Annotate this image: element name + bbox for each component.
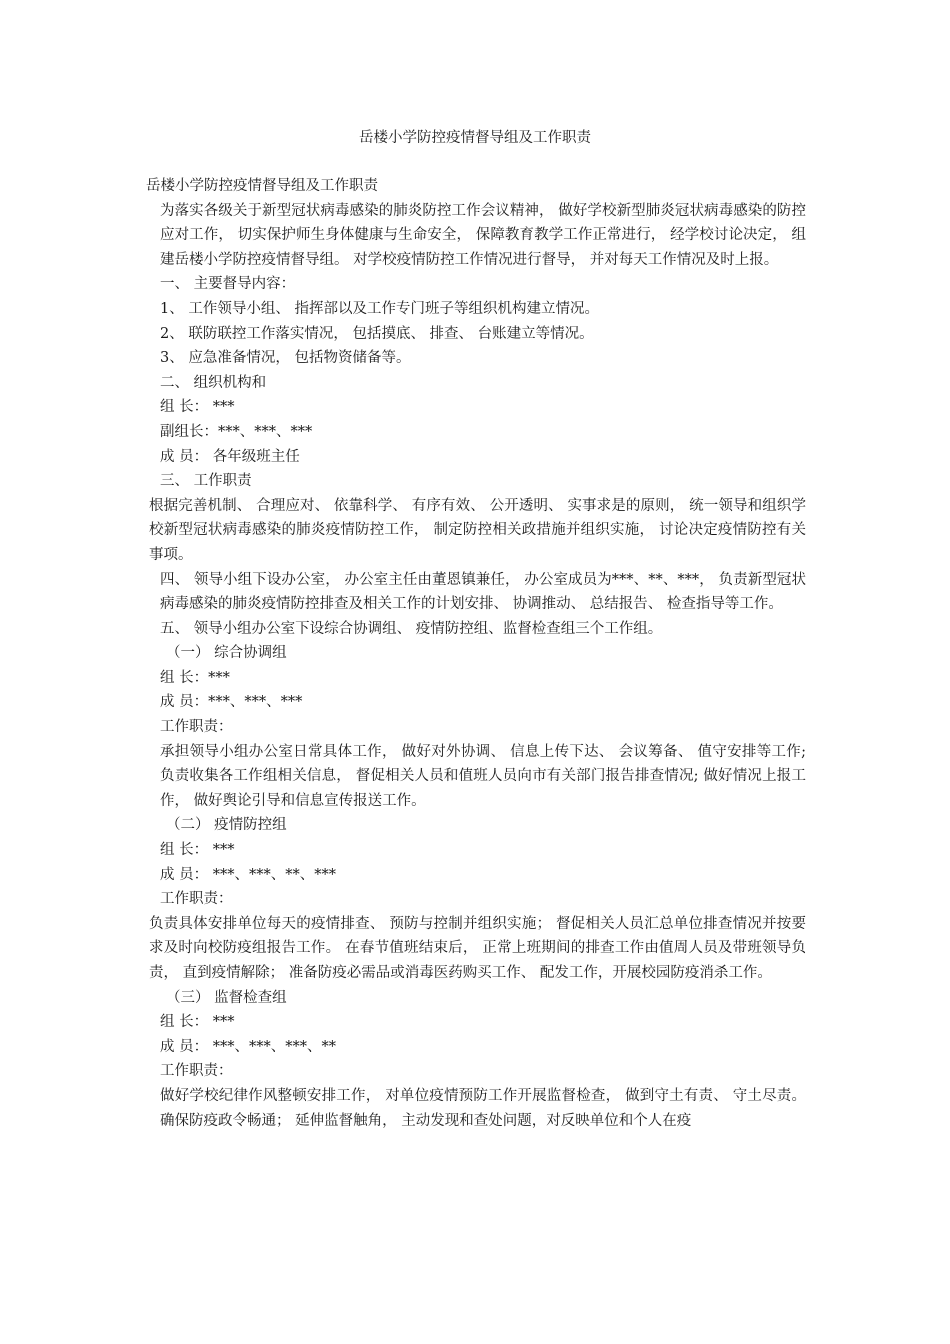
document-paragraph: （三） 监督检查组 (166, 989, 287, 1006)
document-paragraph: 承担领导小组办公室日常具体工作， 做好对外协调、 信息上传下达、 会议筹备、 值守安排等工作;负责收集各工作组相关信息， 督促相关人员和值班人员向市有关部门报告排查情况; 做好情况上报工作， 做好舆论引导和信息宣传报送工作。 (160, 743, 806, 809)
document-paragraph: 组 长：*** (160, 669, 230, 686)
document-paragraph: （一） 综合协调组 (166, 645, 287, 662)
document-paragraph: 3、 应急准备情况， 包括物资储备等。 (160, 350, 411, 367)
document-paragraph: 组 长： *** (160, 1014, 235, 1031)
document-paragraph: 工作职责： (160, 1063, 233, 1080)
document-paragraph: 三、 工作职责 (160, 473, 252, 490)
document-paragraph: 一、 主要督导内容： (160, 276, 296, 293)
document-paragraph: 根据完善机制、 合理应对、 依靠科学、 有序有效、 公开透明、 实事求是的原则， 统一领导和组织学校新型冠状病毒感染的肺炎疫情防控工作， 制定防控相关政措施并组织实施， 讨论决定疫情防控有关事项。 (149, 497, 806, 563)
document-paragraph: 成 员： 各年级班主任 (160, 448, 300, 465)
document-paragraph: 1、 工作领导小组、 指挥部以及工作专门班子等组织机构建立情况。 (160, 300, 599, 317)
document-paragraph: 负责具体安排单位每天的疫情排查、 预防与控制并组织实施； 督促相关人员汇总单位排查情况并按要求及时向校防疫组报告工作。 在春节值班结束后， 正常上班期间的排查工作由值周人员及带班领导负责， 直到疫情解除； 准备防疫必需品或消毒医药购买工作、 配发工作，开展校园防疫消杀工作。 (149, 915, 806, 981)
document-paragraph: 成 员： ***、***、**、*** (160, 866, 336, 883)
document-paragraph: 工作职责： (160, 891, 233, 908)
document-paragraph: 为落实各级关于新型冠状病毒感染的肺炎防控工作会议精神， 做好学校新型肺炎冠状病毒感染的防控应对工作， 切实保护师生身体健康与生命安全， 保障教育教学工作正常进行， 经学校讨论决定， 组建岳楼小学防控疫情督导组。 对学校疫情防控工作情况进行督导， 并对每天工作情况及时上报。 (160, 202, 806, 268)
document-paragraph: 做好学校纪律作风整顿安排工作， 对单位疫情预防工作开展监督检查， 做到守土有责、 守土尽责。 确保防疫政令畅通； 延伸监督触角， 主动发现和查处问题，对反映单位和个人在疫 (160, 1087, 806, 1129)
document-paragraph: 组 长： *** (160, 842, 235, 859)
document-paragraph: （二） 疫情防控组 (166, 817, 287, 834)
document-paragraph: 四、 领导小组下设办公室， 办公室主任由董恩镇兼任， 办公室成员为***、**、***， 负责新型冠状病毒感染的肺炎疫情防控排查及相关工作的计划安排、 协调推动、 总结报告、 检查指导等工作。 (160, 571, 806, 613)
document-title: 岳楼小学防控疫情督导组及工作职责 (359, 130, 591, 146)
document-paragraph: 岳楼小学防控疫情督导组及工作职责 (146, 178, 378, 194)
document-paragraph: 副组长：***、***、*** (160, 423, 313, 440)
document-paragraph: 组 长： *** (160, 399, 235, 416)
document-paragraph: 二、 组织机构和 (160, 374, 267, 391)
document-paragraph: 2、 联防联控工作落实情况， 包括摸底、 排查、 台账建立等情况。 (160, 325, 594, 342)
document-paragraph: 成 员：***、***、*** (160, 694, 303, 711)
document-body (146, 174, 806, 1133)
document-paragraph: 工作职责： (160, 719, 233, 736)
document-paragraph: 五、 领导小组办公室下设综合协调组、 疫情防控组、监督检查组三个工作组。 (160, 620, 663, 637)
document-paragraph: 成 员： ***、***、***、** (160, 1038, 336, 1055)
